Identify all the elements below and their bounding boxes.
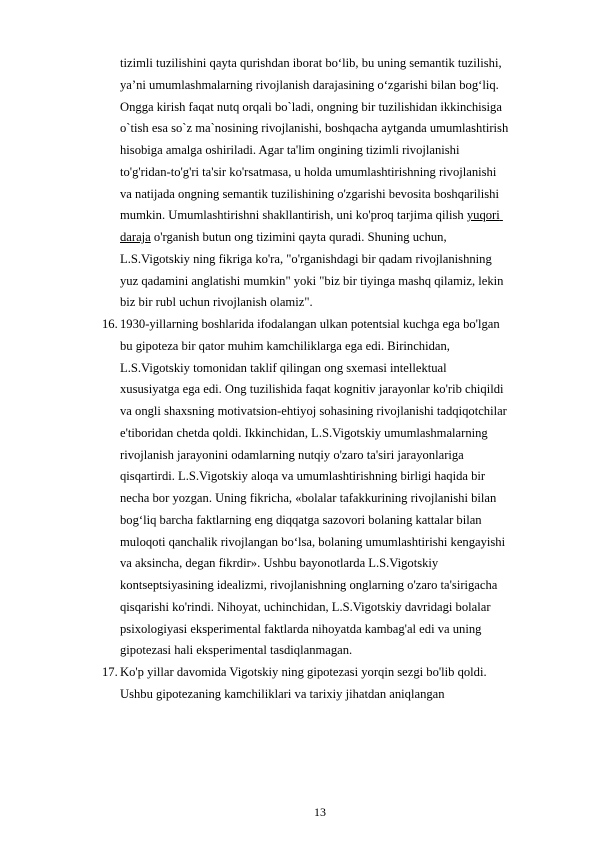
list-item-17 (102, 662, 560, 706)
text-line: xususiyatga ega edi. Ong tuzilishida faqat kognitiv jarayonlar ko'rib chiqildi (120, 382, 504, 397)
text-line: yuz qadamini anglatishi mumkin" yoki "biz bir tiyinga mashq qilamiz, lekin (120, 273, 504, 288)
text-line: to'g'ridan-to'g'ri ta'sir ko'rsatmasa, u holda umumlashtirishning rivojlanishi (120, 164, 497, 179)
body-text (102, 53, 560, 706)
list-number: 16. (102, 317, 118, 331)
hyperlink-daraja[interactable]: daraja (120, 230, 151, 244)
text-line: hisobiga amalga oshiriladi. Agar ta'lim ongining tizimli rivojlanishi (120, 143, 460, 157)
list-item-16 (102, 314, 560, 662)
text-line: qisqartirdi. L.S.Vigotskiy aloqa va umumlashtirishning birligi haqida bir (120, 469, 486, 484)
text-line: va ongli shaxsning motivatsion-ehtiyoj sohasining rivojlanishi tadqiqotchilar (120, 404, 507, 418)
text-span: mumkin. Umumlashtirishni shakllantirish, uni ko'proq tarjima qilish (120, 208, 464, 223)
text-line: rivojlanish jarayonini odamlarning nutqiy o'zaro ta'siri jarayonlariga (120, 447, 464, 462)
text-line: kontseptsiyasining idealizmi, rivojlanishning onglarning o'zaro ta'sirigacha (120, 578, 498, 592)
text-line (120, 227, 560, 249)
text-line: Ko'p yillar davomida Vigotskiy ning gipotezasi yorqin sezgi bo'lib qoldi. (120, 665, 487, 679)
text-line: va natijada ongning semantik tuzilishining o'zgarishi bevosita boshqarilishi (120, 186, 499, 201)
text-line: psixologiyasi eksperimental faktlarda nihoyatda kambag'al edi va uning (120, 621, 482, 636)
text-line: va aksincha, degan fikrdir». Ushbu bayonotlarda L.S.Vigotskiy (120, 556, 439, 571)
text-line: bu gipoteza bir qator muhim kamchiliklarga ega edi. Birinchidan, (120, 338, 450, 353)
text-line: e'tiboridan chetda qoldi. Ikkinchidan, L.S.Vigotskiy umumlashmalarning (120, 425, 488, 440)
list-number: 17. (102, 665, 118, 679)
text-line: Ongga kirish faqat nutq orqali bo`ladi, ongning bir tuzilishidan ikkinchisiga (120, 99, 502, 114)
text-line: o`tish esa so`z ma`nosining rivojlanishi, boshqacha aytganda umumlashtirish (120, 121, 509, 136)
text-line: tizimli tuzilishini qayta qurishdan iborat bo‘lib, bu uning semantik tuzilishi, (120, 56, 502, 70)
text-line (120, 205, 560, 227)
text-line: gipotezasi hali eksperimental tasdiqlanmagan. (120, 643, 353, 658)
text-line: qisqarishi ko'rindi. Nihoyat, uchinchidan, L.S.Vigotskiy davridagi bolalar (120, 599, 491, 614)
page-number: 13 (314, 805, 326, 819)
text-line: ya’ni umumlashmalarning rivojlanish darajasining o‘zgarishi bilan bog‘liq. (120, 77, 499, 92)
text-line: 1930-yillarning boshlarida ifodalangan ulkan potentsial kuchga ega bo'lgan (120, 317, 500, 331)
text-line: L.S.Vigotskiy ning fikriga ko'ra, "o'rganishdagi bir qadam rivojlanishning (120, 251, 492, 266)
text-line: L.S.Vigotskiy tomonidan taklif qilingan ong sxemasi intellektual (120, 360, 447, 375)
text-line: muloqoti qanchalik rivojlangan bo‘lsa, bolaning umumlashtirishi kengayishi (120, 534, 506, 549)
text-line: Ushbu gipotezaning kamchiliklari va tarixiy jihatdan aniqlangan (120, 686, 445, 701)
text-line: bog‘liq barcha faktlarning eng diqqatga sazovori bolaning kattalar bilan (120, 512, 482, 527)
text-span: o'rganish butun ong tizimini qayta quradi. Shuning uchun, (150, 230, 447, 244)
text-line: necha bor yozgan. Uning fikricha, «bolalar tafakkurining rivojlanishi bilan (120, 491, 497, 505)
hyperlink-space[interactable] (500, 208, 503, 222)
text-line: biz bir rubl uchun rivojlanish olamiz". (120, 295, 313, 310)
hyperlink-yuqori[interactable]: yuqori (466, 208, 500, 223)
